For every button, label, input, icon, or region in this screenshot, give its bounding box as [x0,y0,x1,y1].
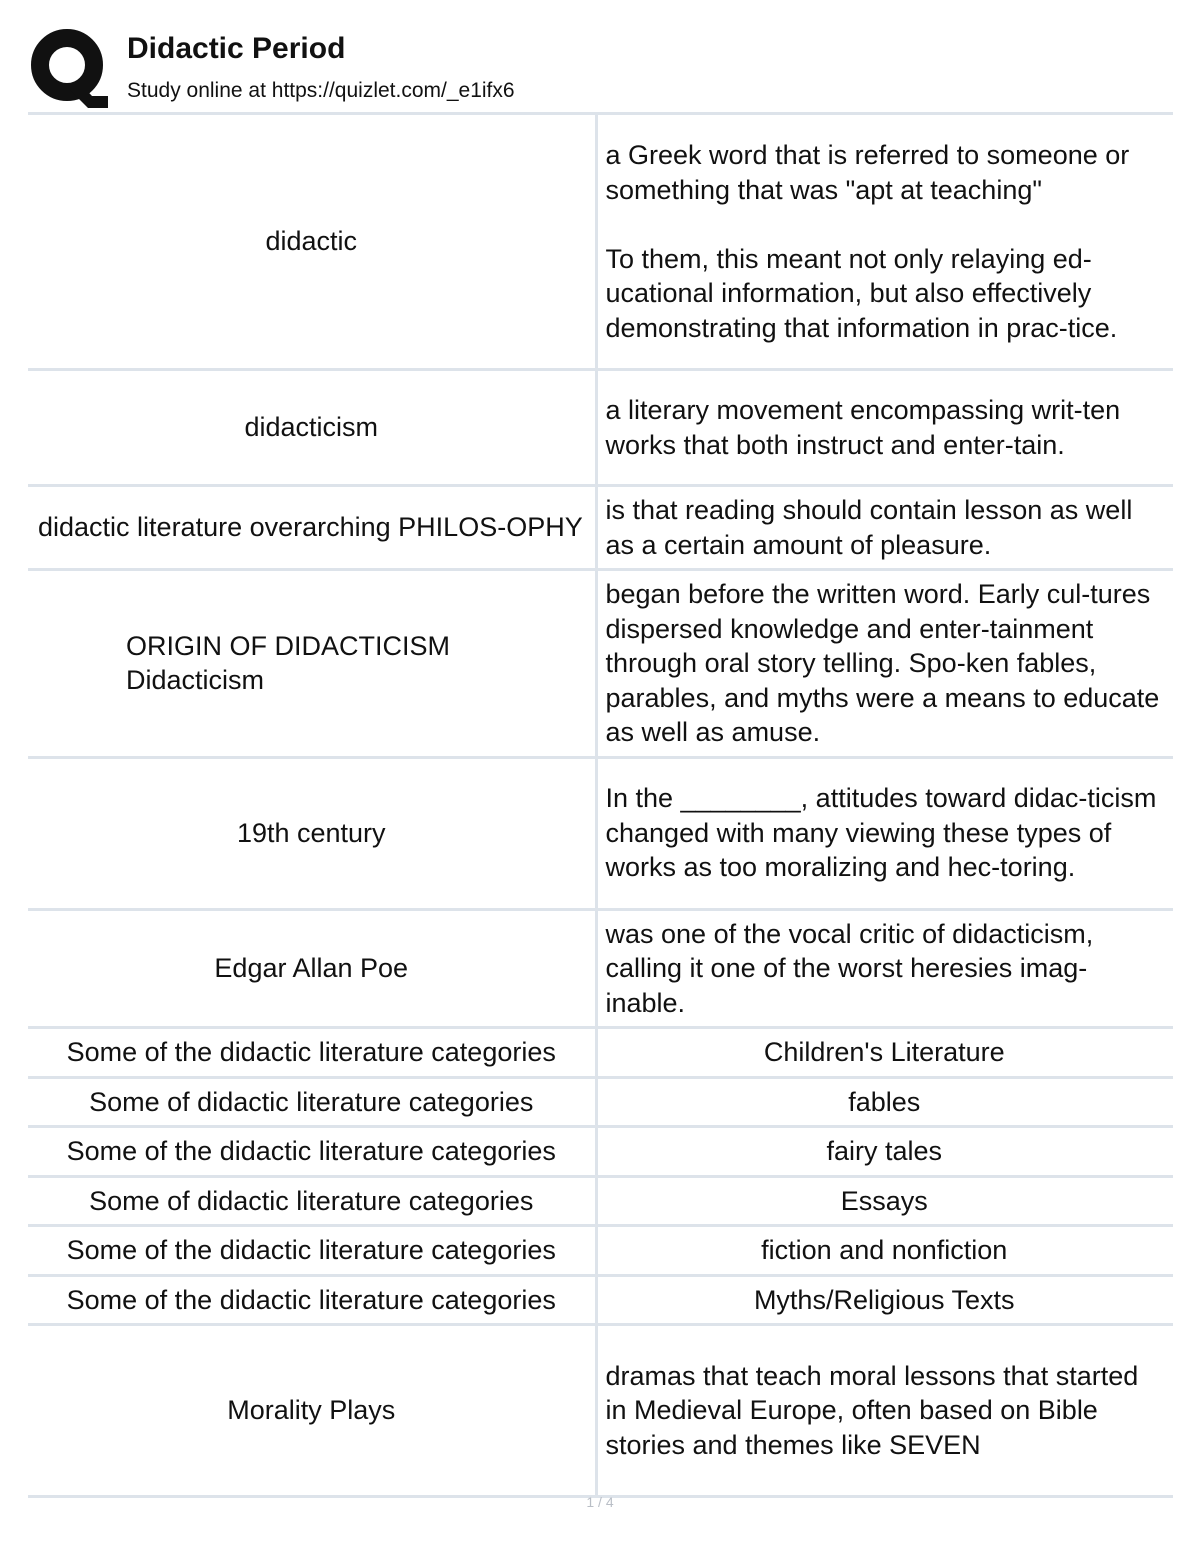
card-definition: a literary movement encompassing writ-ten works that both instruct and enter-tain. [596,370,1173,486]
card-term: Some of didactic literature categories [28,1077,596,1127]
card-row [28,1226,1173,1276]
study-link[interactable]: Study online at https://quizlet.com/_e1ifx6 [127,79,515,102]
card-row [28,1028,1173,1078]
card-term: Some of didactic literature categories [28,1176,596,1226]
card-term: ORIGIN OF DIDACTICISM Didacticism [28,570,596,758]
card-row [28,757,1173,909]
card-term: Some of the didactic literature categories [28,1028,596,1078]
card-row [28,570,1173,758]
card-row [28,114,1173,370]
card-term: Edgar Allan Poe [28,909,596,1028]
card-term: Some of the didactic literature categories [28,1127,596,1177]
card-definition: fairy tales [596,1127,1173,1177]
page-title: Didactic Period [127,32,346,65]
card-definition: dramas that teach moral lessons that started in Medieval Europe, often based on Bible stories and themes like SEVEN [596,1325,1173,1497]
card-definition: was one of the vocal critic of didacticism, calling it one of the worst heresies imag-inable. [596,909,1173,1028]
card-term: didactic [28,114,596,370]
card-definition: began before the written word. Early cul-tures dispersed knowledge and enter-tainment through oral story telling. Spo-ken fables, parables, and myths were a means to educate as well as amuse. [596,570,1173,758]
card-term: didacticism [28,370,596,486]
card-row [28,909,1173,1028]
card-definition: Children's Literature [596,1028,1173,1078]
card-term: Some of the didactic literature categories [28,1226,596,1276]
card-term: didactic literature overarching PHILOS-OPHY [28,486,596,570]
card-term: 19th century [28,757,596,909]
card-definition: a Greek word that is referred to someone or something that was "apt at teaching" To them, this meant not only relaying ed-ucational information, but also effectively demonstrating that information in prac-tice. [596,114,1173,370]
card-row [28,1077,1173,1127]
card-definition: is that reading should contain lesson as well as a certain amount of pleasure. [596,486,1173,570]
card-row [28,1325,1173,1497]
card-row [28,1275,1173,1325]
card-definition: Myths/Religious Texts [596,1275,1173,1325]
card-term: Some of the didactic literature categories [28,1275,596,1325]
card-row [28,370,1173,486]
flashcard-table [28,112,1173,1498]
card-definition: Essays [596,1176,1173,1226]
quizlet-q-logo-icon [30,28,108,108]
card-row [28,1127,1173,1177]
page-header [0,0,1200,112]
page-indicator: 1 / 4 [586,1494,614,1510]
card-row [28,486,1173,570]
card-row [28,1176,1173,1226]
card-definition: fiction and nonfiction [596,1226,1173,1276]
card-definition: In the ________, attitudes toward didac-ticism changed with many viewing these types of works as too moralizing and hec-toring. [596,757,1173,909]
card-definition: fables [596,1077,1173,1127]
card-term: Morality Plays [28,1325,596,1497]
